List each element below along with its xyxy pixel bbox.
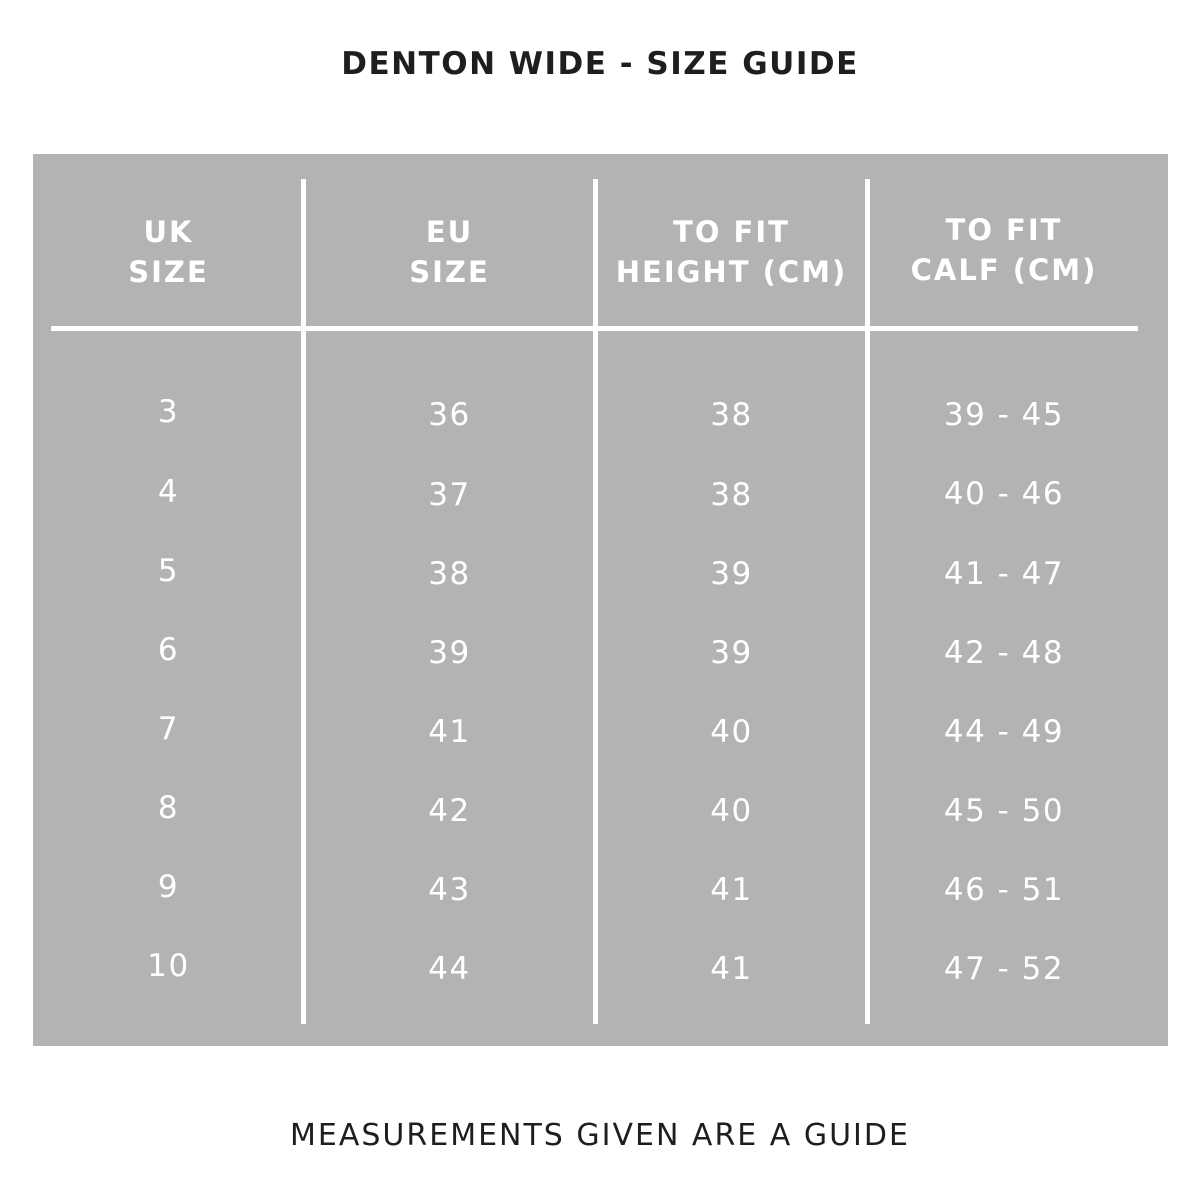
column-header <box>870 210 1138 290</box>
column-header <box>306 212 593 292</box>
table-cell: 3 <box>157 394 180 430</box>
column-fit-calf <box>870 154 1138 1046</box>
column-eu-size <box>306 154 593 1046</box>
table-cell: 41 <box>710 951 753 987</box>
table-cell: 41 <box>710 872 753 908</box>
table-cell: 38 <box>710 397 753 433</box>
column-uk-size <box>51 154 286 1046</box>
table-cell: 47 - 52 <box>943 951 1065 987</box>
table-cell: 39 <box>710 635 753 671</box>
table-cell: 37 <box>428 477 471 513</box>
table-cell: 39 - 45 <box>943 397 1065 433</box>
table-cell: 39 <box>428 635 471 671</box>
header-line: SIZE <box>128 255 209 289</box>
table-cell: 44 - 49 <box>943 714 1065 750</box>
column-header <box>51 212 286 292</box>
table-cell: 8 <box>157 790 180 826</box>
table-cell: 38 <box>428 556 471 592</box>
header-line: UK <box>143 215 194 249</box>
table-cell: 42 - 48 <box>943 635 1065 671</box>
table-cell: 41 <box>428 714 471 750</box>
header-line: SIZE <box>409 255 490 289</box>
header-line: EU <box>425 215 474 249</box>
table-cell: 4 <box>157 474 180 510</box>
table-cell: 6 <box>157 632 180 668</box>
column-header <box>598 212 865 292</box>
table-cell: 42 <box>428 793 471 829</box>
size-guide-table <box>33 154 1168 1046</box>
table-cell: 44 <box>428 951 471 987</box>
header-line: HEIGHT (CM) <box>615 255 848 289</box>
page-title: DENTON WIDE - SIZE GUIDE <box>341 46 859 82</box>
header-line: CALF (CM) <box>910 253 1098 287</box>
table-cell: 46 - 51 <box>943 872 1065 908</box>
table-cell: 7 <box>157 711 180 747</box>
table-cell: 9 <box>157 869 180 905</box>
table-cell: 36 <box>428 397 471 433</box>
table-cell: 39 <box>710 556 753 592</box>
table-cell: 40 <box>710 714 753 750</box>
table-cell: 43 <box>428 872 471 908</box>
table-cell: 10 <box>147 948 190 984</box>
table-cell: 45 - 50 <box>943 793 1065 829</box>
table-cell: 41 - 47 <box>943 556 1065 592</box>
table-cell: 40 <box>710 793 753 829</box>
table-cell: 5 <box>157 553 180 589</box>
column-fit-height <box>598 154 865 1046</box>
header-line: TO FIT <box>673 215 790 249</box>
header-line: TO FIT <box>945 213 1063 247</box>
footer-note: MEASUREMENTS GIVEN ARE A GUIDE <box>290 1118 910 1153</box>
table-cell: 40 - 46 <box>943 476 1065 512</box>
table-cell: 38 <box>710 477 753 513</box>
